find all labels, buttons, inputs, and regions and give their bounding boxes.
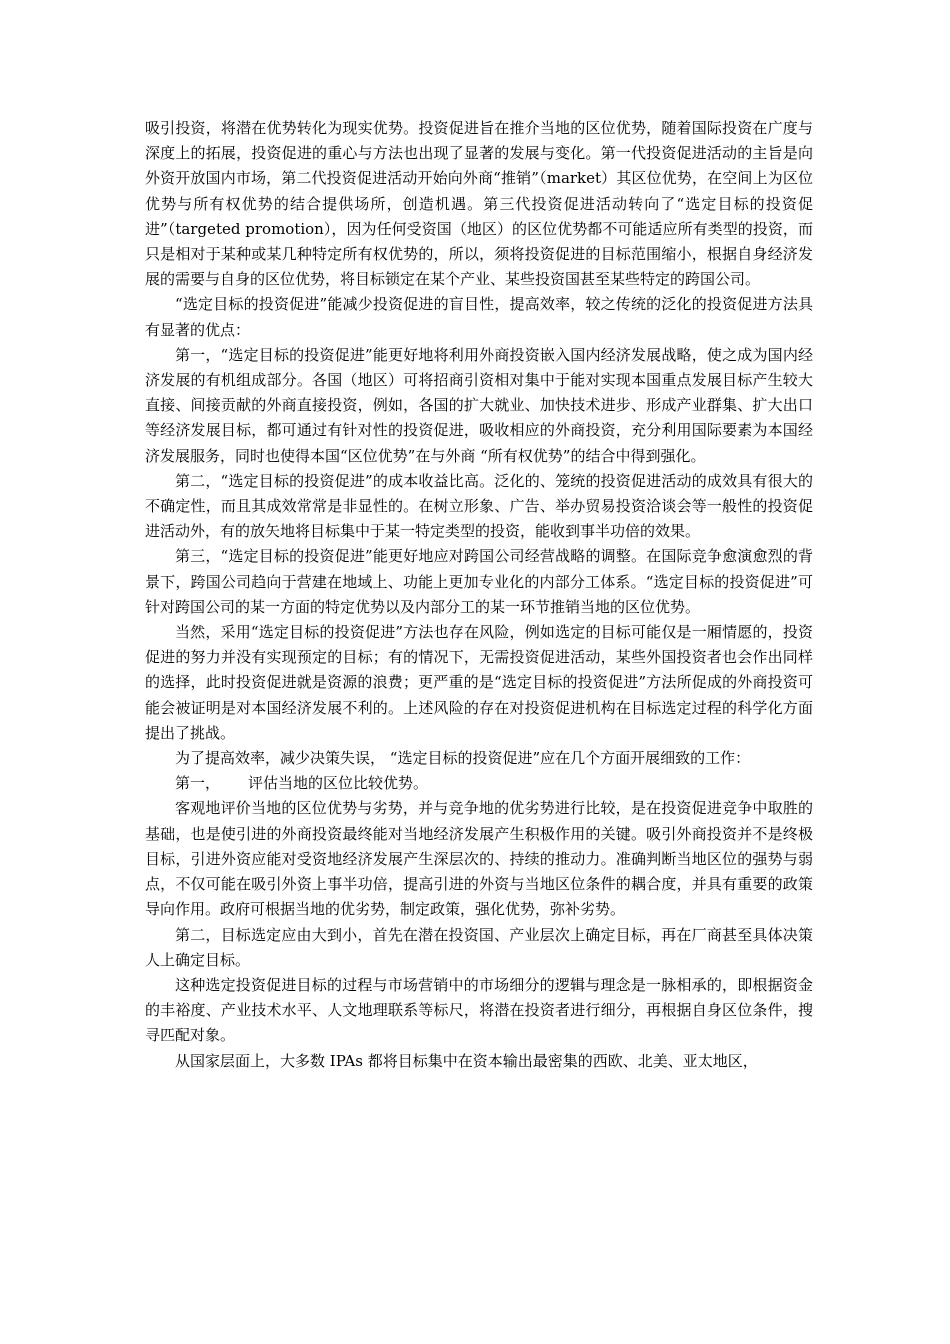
paragraph: 第二，“选定目标的投资促进”的成本收益比高。泛化的、笼统的投资促进活动的成效具有很大的不确定性，而且其成效常常是非显性的。在树立形象、广告、举办贸易投资洽谈会等一般性的投资促进活动外，有的放矢地将目标集中于某一特定类型的投资，能收到事半功倍的效果。 (145, 471, 813, 541)
paragraph: 客观地评价当地的区位优势与劣势，并与竞争地的优劣势进行比较，是在投资促进竞争中取胜的基础，也是使引进的外商投资最终能对当地经济发展产生积极作用的关键。吸引外商投资并不是终极目标，引进外资应能对受资地经济发展产生深层次的、持续的推动力。准确判断当地区位的强势与弱点，不仅可能在吸引外资上事半功倍，提高引进的外资与当地区位条件的耦合度，并具有重要的政策导向作用。政府可根据当地的优劣势，制定政策，强化优势，弥补劣势。 (145, 799, 813, 919)
paragraph: 从国家层面上，大多数 IPAs 都将目标集中在资本输出最密集的西欧、北美、亚太地区， (175, 1051, 758, 1070)
paragraph: 为了提高效率，减少决策失误， “选定目标的投资促进”应在几个方面开展细致的工作： (175, 749, 751, 768)
paragraph: 第二，目标选定应由大到小，首先在潜在投资国、产业层次上确定目标，再在厂商甚至具体决策人上确定目标。 (145, 925, 813, 969)
paragraph: 第一，“选定目标的投资促进”能更好地将利用外商投资嵌入国内经济发展战略，使之成为国内经济发展的有机组成部分。各国（地区）可将招商引资相对集中于能对实现本国重点发展目标产生较大直接、间接贡献的外商直接投资，例如，各国的扩大就业、加快技术进步、形成产业群集、扩大出口等经济发展目标，都可通过有针对性的投资促进，吸收相应的外商投资，充分利用国际要素为本国经济发展服务，同时也使得本国“区位优势”在与外商 “所有权优势”的结合中得到强化。 (145, 345, 813, 465)
section-heading-label: 第一， (175, 774, 221, 793)
paragraph: 这种选定投资促进目标的过程与市场营销中的市场细分的逻辑与理念是一脉相承的，即根据资金的丰裕度、产业技术水平、人文地理联系等标尺，将潜在投资者进行细分，再根据自身区位条件，搜寻匹配对象。 (145, 975, 813, 1045)
paragraph: 吸引投资，将潜在优势转化为现实优势。投资促进旨在推介当地的区位优势，随着国际投资在广度与深度上的拓展，投资促进的重心与方法也出现了显著的发展与变化。第一代投资促进活动的主旨是向外资开放国内市场，第二代投资促进活动开始向外商“推销”（market）其区位优势，在空间上为区位优势与所有权优势的结合提供场所，创造机遇。第三代投资促进活动转向了“选定目标的投资促进”（targeted promotion），因为任何受资国（地区）的区位优势都不可能适应所有类型的投资，而只是相对于某种或某几种特定所有权优势的，所以，须将投资促进的目标范围缩小，根据自身经济发展的需要与自身的区位优势，将目标锁定在某个产业、某些投资国甚至某些特定的跨国公司。 (145, 119, 813, 289)
paragraph: 第三，“选定目标的投资促进”能更好地应对跨国公司经营战略的调整。在国际竞争愈演愈烈的背景下，跨国公司趋向于营建在地域上、功能上更加专业化的内部分工体系。“选定目标的投资促进”可针对跨国公司的某一方面的特定优势以及内部分工的某一环节推销当地的区位优势。 (145, 547, 813, 616)
section-heading-text: 评估当地的区位比较优势。 (248, 774, 429, 793)
document-body (145, 116, 813, 1074)
paragraph: 当然，采用“选定目标的投资促进”方法也存在风险，例如选定的目标可能仅是一厢情愿的，投资促进的努力并没有实现预定的目标；有的情况下，无需投资促进活动，某些外国投资者也会作出同样的选择，此时投资促进就是资源的浪费；更严重的是“选定目标的投资促进”方法所促成的外商投资可能会被证明是对本国经济发展不利的。上述风险的存在对投资促进机构在目标选定过程的科学化方面提出了挑战。 (145, 623, 813, 742)
paragraph: “选定目标的投资促进”能减少投资促进的盲目性，提高效率，较之传统的泛化的投资促进方法具有显著的优点： (145, 295, 813, 339)
section-heading (145, 771, 813, 796)
